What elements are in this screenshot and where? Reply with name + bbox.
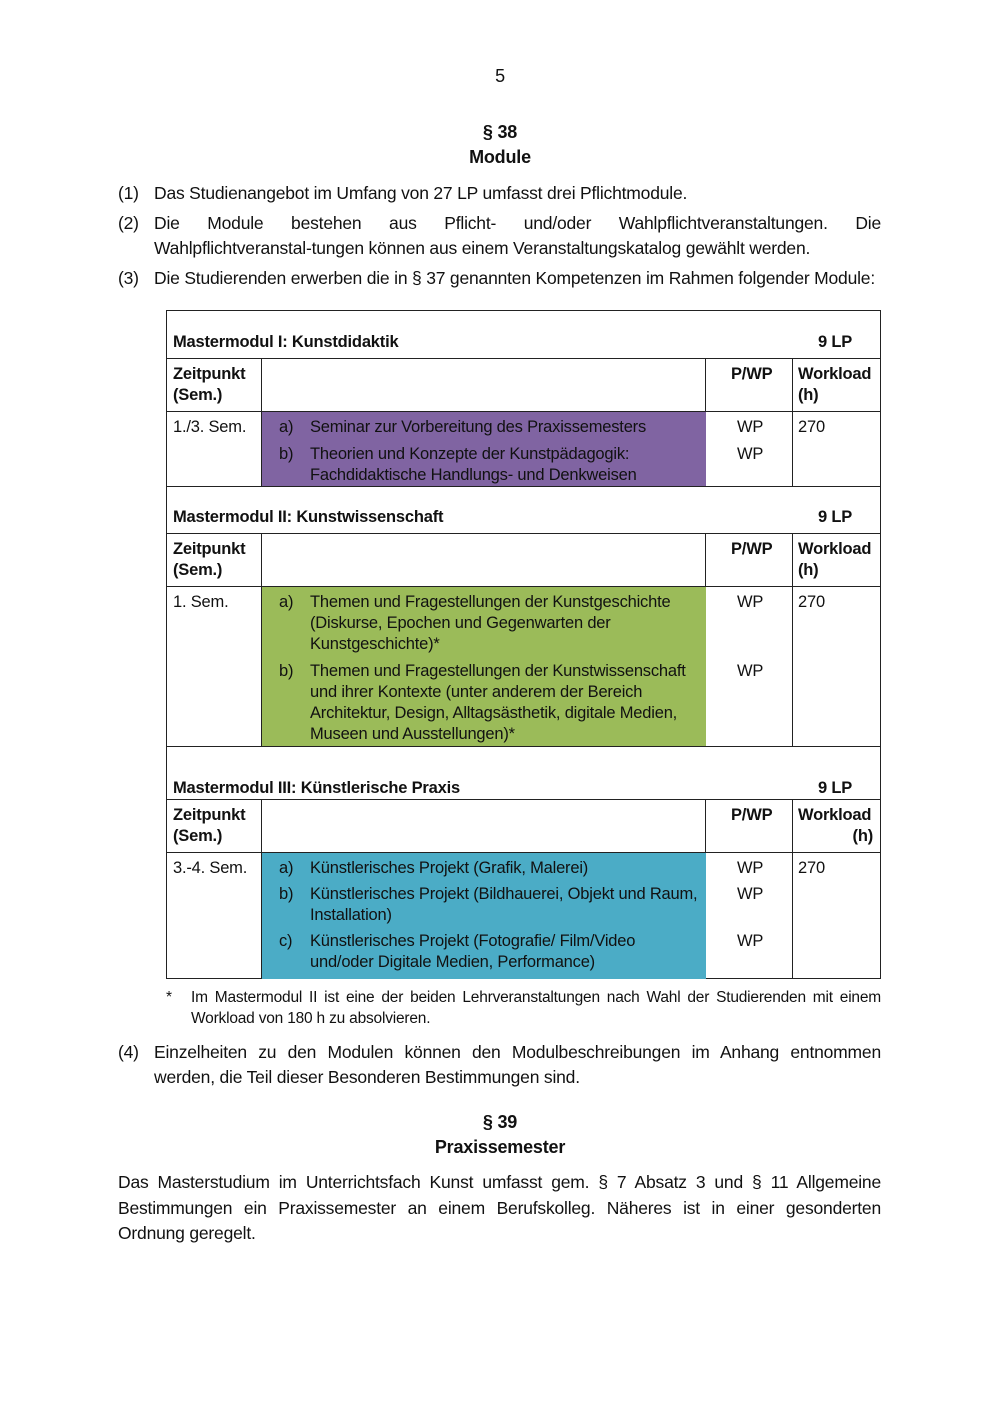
course-block [262,853,706,979]
module-3 [167,746,880,979]
course-letter: b) [279,662,294,680]
semester-cell: 1./3. Sem. [173,418,247,436]
header-pwp: P/WP [731,365,773,383]
pwp-cell: WP [737,859,764,877]
course-letter: c) [279,932,293,950]
module-lp: 9 LP [817,508,852,526]
course-text: Künstlerisches Projekt (Fotografie/ Film/Video und/oder Digitale Medien, Performance) [310,932,636,971]
section-39-title: Praxissemester [434,1137,566,1157]
column-divider [792,799,793,979]
course-block [262,587,706,746]
header-workload: Workload (h) [798,365,872,404]
page-number: 5 [495,66,505,86]
semester-cell: 3.-4. Sem. [173,859,248,877]
section-39-number: § 39 [482,1112,518,1132]
header-workload: Workload (h) [798,806,873,845]
column-divider [792,533,793,746]
module-lp: 9 LP [817,779,852,797]
workload-cell: 270 [798,418,825,436]
paragraph-number: (3) [118,268,139,288]
header-workload: Workload (h) [798,540,872,579]
header-zeitpunkt: Zeitpunkt (Sem.) [173,540,246,579]
pwp-cell: WP [737,445,764,463]
module-title: Mastermodul I: Kunstdidaktik [173,333,399,351]
course-text: Seminar zur Vorbereitung des Praxissemesters [310,418,647,436]
pwp-cell: WP [737,885,764,903]
column-divider [792,358,793,486]
row-divider [167,799,880,800]
pwp-cell: WP [737,932,764,950]
header-pwp: P/WP [731,540,773,558]
pwp-cell: WP [737,418,764,436]
paragraph-text: Das Studienangebot im Umfang von 27 LP umfasst drei Pflichtmodule. [154,183,688,203]
header-zeitpunkt: Zeitpunkt (Sem.) [173,806,246,845]
module-2 [167,486,880,746]
row-divider [167,358,880,359]
module-lp: 9 LP [817,333,852,351]
semester-cell: 1. Sem. [173,593,229,611]
pwp-cell: WP [737,662,764,680]
section-38-title: Module [469,147,531,167]
module-table [166,310,881,979]
course-letter: b) [279,885,294,903]
course-letter: a) [279,593,294,611]
section-39-text: Das Masterstudium im Unterrichtsfach Kunst umfasst gem. § 7 Absatz 3 und § 11 Allgemeine Bestimmungen ein Praxissemester an einem Berufskolleg. Näheres ist in einer gesonderten Ordnung geregelt. [118,1172,881,1243]
module-title: Mastermodul II: Kunstwissenschaft [173,508,444,526]
module-1 [167,311,880,486]
footnote-text: Im Mastermodul II ist eine der beiden Lehrveranstaltungen nach Wahl der Studierenden mit einem Workload von 180 h zu absolvieren. [191,989,881,1027]
section-38-number: § 38 [482,122,518,142]
workload-cell: 270 [798,593,825,611]
header-zeitpunkt: Zeitpunkt (Sem.) [173,365,246,404]
module-title: Mastermodul III: Künstlerische Praxis [173,779,460,797]
course-text: Themen und Fragestellungen der Kunstgeschichte (Diskurse, Epochen und Gegenwarten der Kunstgeschichte)* [310,593,671,653]
footnote-mark: * [166,989,172,1006]
course-text: Künstlerisches Projekt (Grafik, Malerei) [310,859,589,877]
workload-cell: 270 [798,859,825,877]
header-pwp: P/WP [731,806,773,824]
paragraph-number: (4) [118,1042,139,1062]
course-letter: a) [279,859,294,877]
course-block [262,412,706,486]
paragraph-text: Einzelheiten zu den Modulen können den Modulbeschreibungen im Anhang entnommen werden, die Teil dieser Besonderen Bestimmungen sind. [154,1042,881,1087]
course-text: Theorien und Konzepte der Kunstpädagogik: Fachdidaktische Handlungs- und Denkweisen [310,445,637,484]
pwp-cell: WP [737,593,764,611]
course-text: Themen und Fragestellungen der Kunstwissenschaft und ihrer Kontexte (unter anderem der Bereich Architektur, Design, Alltagsästhetik, digitale Medien, Museen und Ausstellungen)* [310,662,686,743]
course-letter: a) [279,418,294,436]
paragraph-number: (1) [118,183,139,203]
paragraph-number: (2) [118,213,139,233]
course-letter: b) [279,445,294,463]
paragraph-text: Die Studierenden erwerben die in § 37 genannten Kompetenzen im Rahmen folgender Module: [154,268,876,288]
paragraph-text: Die Module bestehen aus Pflicht- und/oder Wahlpflichtveranstaltungen. Die Wahlpflichtveranstal-tungen können aus einem Veranstaltungskatalog gewählt werden. [154,213,881,258]
course-text: Künstlerisches Projekt (Bildhauerei, Objekt und Raum, Installation) [310,885,698,924]
row-divider [167,533,880,534]
